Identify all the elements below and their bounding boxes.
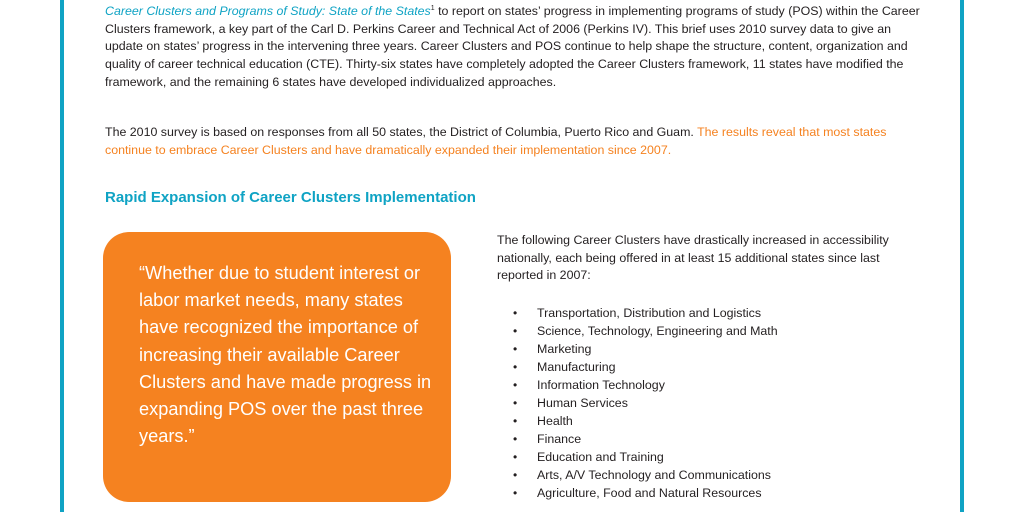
bullet-icon: • xyxy=(513,432,518,446)
list-item: • Agriculture, Food and Natural Resources xyxy=(513,486,762,500)
bullet-icon: • xyxy=(513,468,518,482)
bullet-icon: • xyxy=(513,306,518,320)
survey-paragraph xyxy=(105,124,925,159)
survey-text: The 2010 survey is based on responses from all 50 states, the District of Columbia, Puerto Rico and Guam. xyxy=(105,125,698,139)
report-citation: Career Clusters and Programs of Study: State of the States xyxy=(105,4,431,19)
clusters-lead-text: The following Career Clusters have drastically increased in accessibility nationally, each being offered in at least 15 additional states since last reported in 2007: xyxy=(497,233,889,283)
clusters-column xyxy=(497,232,917,500)
list-item: • Arts, A/V Technology and Communications xyxy=(513,468,771,482)
list-item: • Education and Training xyxy=(513,450,664,464)
list-item: • Marketing xyxy=(513,342,592,356)
bullet-icon: • xyxy=(513,342,518,356)
bullet-icon: • xyxy=(513,396,518,410)
footnote-mark: 1 xyxy=(430,5,435,12)
section-heading: Rapid Expansion of Career Clusters Implementation xyxy=(105,189,476,206)
list-item: • Transportation, Distribution and Logistics xyxy=(513,306,762,320)
pull-quote-text: “Whether due to student interest or labor market needs, many states have recognized the importance of increasing their available Career Clusters and have made progress in expanding POS over the past three years.” xyxy=(139,263,432,447)
list-item: • Manufacturing xyxy=(513,360,616,374)
pull-quote-box xyxy=(103,232,451,502)
bullet-icon: • xyxy=(513,378,518,392)
bullet-icon: • xyxy=(513,414,518,428)
bullet-icon: • xyxy=(513,450,518,464)
page-border-right xyxy=(960,0,964,512)
page-border-left xyxy=(60,0,64,512)
list-item: • Finance xyxy=(513,432,582,446)
bullet-icon: • xyxy=(513,324,518,338)
clusters-list xyxy=(513,304,913,502)
intro-paragraph xyxy=(105,0,925,91)
list-item: • Information Technology xyxy=(513,378,665,392)
list-item: • Health xyxy=(513,414,573,428)
intro-text: to report on states’ progress in implementing programs of study (POS) within the Career Clusters framework, a key part of the Carl D. Perkins Career and Technical Act of 2006 (Perkins IV). This brief uses 2010 survey data to give an update on states’ progress in the intervening three years. Career Clusters and POS continue to help shape the structure, content, organization and quality of career technical education (CTE). Thirty-six states have completely adopted the Career Clusters framework, 11 states have modified the framework, and the remaining 6 states have developed individualized approaches. xyxy=(105,4,920,89)
bullet-icon: • xyxy=(513,486,518,500)
list-item: • Science, Technology, Engineering and Math xyxy=(513,324,778,338)
list-item: • Human Services xyxy=(513,396,628,410)
survey-highlight: The results reveal that most states continue to embrace Career Clusters and have dramatically expanded their implementation since 2007. xyxy=(105,125,887,157)
bullet-icon: • xyxy=(513,360,518,374)
